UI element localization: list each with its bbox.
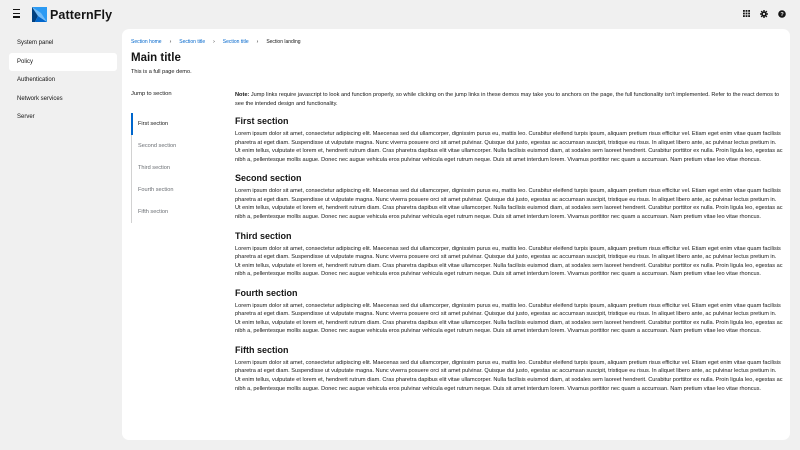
- section-body: Lorem ipsum dolor sit amet, consectetur adipiscing elit. Maecenas sed dui ullamcorper, dignissim purus eu, mattis leo. Curabitur eleifend turpis ipsum, aliquam pretium risus efficitur vel. Etiam eget enim vitae quam facilisis pharetra at eget diam. Suspendisse ut vulputate magna. Nunc viverra posuere orci sit amet pulvinar. Quisque dui justo, egestas ac accumsan suscipit, tristique eu risus. In aliquet libero ante, ac pulvinar lectus pretium in. Ut enim tellus, vulputate et lorem et, hendrerit rutrum diam. Cras pharetra dapibus elit vitae ullamcorper. Nulla facilisis euismod diam, at sodales sem laoreet hendrerit. Curabitur porttitor ex nulla. Proin ligula leo, egestas ac nibh a, pellentesque mollis augue. Donec nec augue vehicula eros pulvinar vehicula eget rutrum neque. Duis sit amet interdum lorem. Vivamus porttitor nec quam a accumsan. Nam pretium vitae leo vitae rhoncus.: [235, 302, 783, 335]
- note-body: Jump links require javascript to look and function properly, so while clicking on the jump links in these demos may take you to anchors on the page, the full functionality isn't implemented. Refer to the react demos to see the intended design and functionality.: [235, 92, 780, 107]
- content-area: [235, 91, 783, 401]
- section-heading: Fifth section: [235, 344, 289, 355]
- svg-text:?: ?: [780, 11, 784, 18]
- section-heading: Second section: [235, 173, 302, 184]
- sidebar-item-authentication[interactable]: Authentication: [17, 77, 56, 84]
- page-title: Main title: [131, 52, 181, 64]
- chevron-right-icon: ›: [256, 39, 259, 45]
- jump-links: [131, 113, 181, 223]
- breadcrumb-link-section-title[interactable]: Section title: [179, 39, 206, 45]
- masthead-tools: [742, 9, 786, 18]
- section-body: Lorem ipsum dolor sit amet, consectetur adipiscing elit. Maecenas sed dui ullamcorper, dignissim purus eu, mattis leo. Curabitur eleifend turpis ipsum, aliquam pretium risus efficitur vel. Etiam eget enim vitae quam facilisis pharetra at eget diam. Suspendisse ut vulputate magna. Nunc viverra posuere orci sit amet pulvinar. Quisque dui justo, egestas ac accumsan suscipit, tristique eu risus. In aliquet libero ante, ac pulvinar lectus pretium in. Ut enim tellus, vulputate et lorem et, hendrerit rutrum diam. Cras pharetra dapibus elit vitae ullamcorper. Nulla facilisis euismod diam, at sodales sem laoreet hendrerit. Curabitur porttitor ex nulla. Proin ligula leo, egestas ac nibh a, pellentesque mollis augue. Donec nec augue vehicula eros pulvinar vehicula eget rutrum neque. Duis sit amet interdum lorem. Vivamus porttitor nec quam a accumsan. Nam pretium vitae leo vitae rhoncus.: [235, 359, 783, 392]
- chevron-right-icon: ›: [213, 39, 215, 45]
- breadcrumb: [131, 39, 301, 45]
- jump-link-fourth-section[interactable]: Fourth section: [138, 187, 174, 193]
- sidebar-item-server[interactable]: Server: [17, 114, 35, 121]
- patternfly-logo-icon: [31, 6, 48, 23]
- section-first: [235, 115, 783, 164]
- jump-link-first-section[interactable]: First section: [131, 113, 181, 135]
- hamburger-menu-icon[interactable]: [13, 9, 21, 18]
- section-second: [235, 172, 783, 221]
- brand-name: PatternFly: [50, 7, 113, 22]
- chevron-right-icon: ›: [169, 39, 172, 45]
- gear-icon[interactable]: [760, 9, 768, 18]
- jump-link-third-section[interactable]: Third section: [138, 165, 171, 171]
- breadcrumb-link-section-home[interactable]: Section home: [131, 39, 162, 45]
- section-heading: First section: [235, 116, 289, 127]
- sidebar-item-network-services[interactable]: Network services: [17, 95, 63, 102]
- sidebar-nav: [0, 34, 120, 127]
- section-body: Lorem ipsum dolor sit amet, consectetur adipiscing elit. Maecenas sed dui ullamcorper, dignissim purus eu, mattis leo. Curabitur eleifend turpis ipsum, aliquam pretium risus efficitur vel. Etiam eget enim vitae quam facilisis pharetra at eget diam. Suspendisse ut vulputate magna. Nunc viverra posuere orci sit amet pulvinar. Quisque dui justo, egestas ac accumsan suscipit, tristique eu risus. In aliquet libero ante, ac pulvinar lectus pretium in. Ut enim tellus, vulputate et lorem et, hendrerit rutrum diam. Cras pharetra dapibus elit vitae ullamcorper. Nulla facilisis euismod diam, at sodales sem laoreet hendrerit. Curabitur porttitor ex nulla. Proin ligula leo, egestas ac nibh a, pellentesque mollis augue. Donec nec augue vehicula eros pulvinar vehicula eget rutrum neque. Duis sit amet interdum lorem. Vivamus porttitor nec quam a accumsan. Nam pretium vitae leo vitae rhoncus.: [235, 245, 783, 278]
- section-heading: Third section: [235, 230, 292, 241]
- section-body: Lorem ipsum dolor sit amet, consectetur adipiscing elit. Maecenas sed dui ullamcorper, dignissim purus eu, mattis leo. Curabitur eleifend turpis ipsum, aliquam pretium risus efficitur vel. Etiam eget enim vitae quam facilisis pharetra at eget diam. Suspendisse ut vulputate magna. Nunc viverra posuere orci sit amet pulvinar. Quisque dui justo, egestas ac accumsan suscipit, tristique eu risus. In aliquet libero ante, ac pulvinar lectus pretium in. Ut enim tellus, vulputate et lorem et, hendrerit rutrum diam. Cras pharetra dapibus elit vitae ullamcorper. Nulla facilisis euismod diam, at sodales sem laoreet hendrerit. Curabitur porttitor ex nulla. Proin ligula leo, egestas ac nibh a, pellentesque mollis augue. Donec nec augue vehicula eros pulvinar vehicula eget rutrum neque. Duis sit amet interdum lorem. Vivamus porttitor nec quam a accumsan. Nam pretium vitae leo vitae rhoncus.: [235, 131, 783, 163]
- note-text: [235, 91, 783, 108]
- page-subtitle: This is a full page demo.: [131, 69, 192, 75]
- grid-icon[interactable]: [742, 9, 750, 18]
- section-third: [235, 230, 783, 279]
- sidebar-item-system-panel[interactable]: System panel: [17, 40, 54, 47]
- breadcrumb-link-section-title-2[interactable]: Section title: [222, 39, 249, 45]
- note-prefix: Note:: [235, 92, 250, 98]
- breadcrumb-current: Section landing: [266, 39, 301, 45]
- masthead: [0, 0, 800, 28]
- jump-links-label: Jump to section: [131, 91, 172, 97]
- jump-link-second-section[interactable]: Second section: [138, 143, 177, 149]
- help-icon[interactable]: [778, 9, 786, 18]
- section-heading: Fourth section: [235, 287, 298, 298]
- main-panel: [122, 29, 790, 440]
- sidebar-item-policy[interactable]: Policy: [9, 53, 117, 72]
- section-fourth: [235, 287, 783, 336]
- brand[interactable]: [31, 6, 112, 23]
- jump-link-fifth-section[interactable]: Fifth section: [138, 209, 169, 215]
- section-fifth: [235, 344, 783, 393]
- section-body: Lorem ipsum dolor sit amet, consectetur adipiscing elit. Maecenas sed dui ullamcorper, dignissim purus eu, mattis leo. Curabitur eleifend turpis ipsum, aliquam pretium risus efficitur vel. Etiam eget enim vitae quam facilisis pharetra at eget diam. Suspendisse ut vulputate magna. Nunc viverra posuere orci sit amet pulvinar. Quisque dui justo, egestas ac accumsan suscipit, tristique eu risus. In aliquet libero ante, ac pulvinar lectus pretium in. Ut enim tellus, vulputate et lorem et, hendrerit rutrum diam. Cras pharetra dapibus elit vitae ullamcorper. Nulla facilisis euismod diam, at sodales sem laoreet hendrerit. Curabitur porttitor ex nulla. Proin ligula leo, egestas ac nibh a, pellentesque mollis augue. Donec nec augue vehicula eros pulvinar vehicula eget rutrum neque. Duis sit amet interdum lorem. Vivamus porttitor nec quam a accumsan. Nam pretium vitae leo vitae rhoncus.: [235, 188, 783, 221]
